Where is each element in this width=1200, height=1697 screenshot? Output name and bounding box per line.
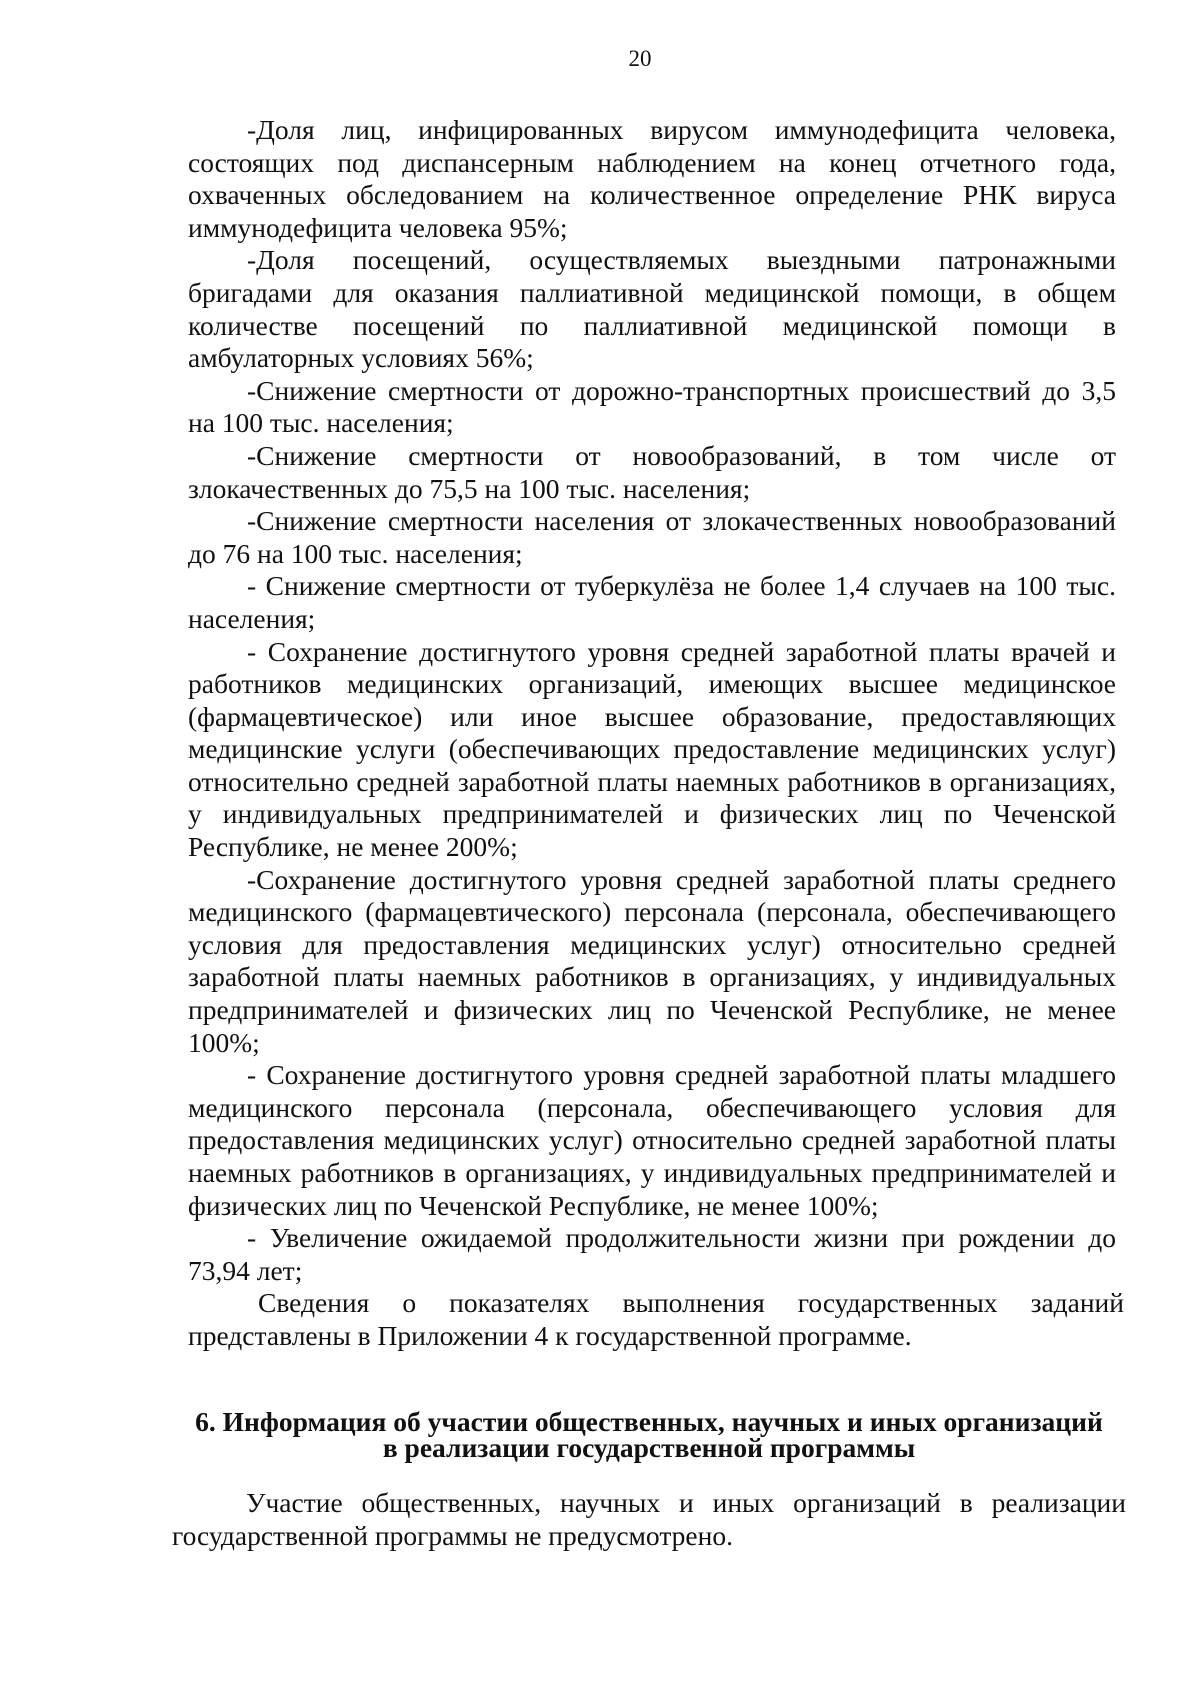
closing-note: Сведения о показателях выполнения государственных заданий представлены в Приложении 4 к государственной программе. [188,1287,1124,1351]
section-heading-line-1: 6. Информация об участии общественных, научных и иных организаций [195,1406,1103,1437]
indicator-item: -Снижение смертности от дорожно-транспортных происшествий до 3,5 на 100 тыс. населения; [188,374,1116,439]
indicator-item: - Снижение смертности от туберкулёза не более 1,4 случаев на 100 тыс. населения; [188,570,1116,634]
indicator-item: - Сохранение достигнутого уровня средней заработной платы младшего медицинского персонала (персонала, обеспечивающего условия для предоставления медицинских услуг) относительно средней заработной платы наемных работников в организациях, у индивидуальных предпринимателей и физических лиц по Чеченской Республике, не менее 100%; [188,1059,1116,1221]
indicators-list [188,114,1124,1353]
indicator-item: -Доля посещений, осуществляемых выездными патронажными бригадами для оказания паллиативной медицинской помощи, в общем количестве посещений по паллиативной медицинской помощи в амбулаторных условиях 56%; [188,244,1116,374]
indicator-item: -Сохранение достигнутого уровня средней заработной платы среднего медицинского (фармацевтического) персонала (персонала, обеспечивающего условия для предоставления медицинских услуг) относительно средней заработной платы наемных работников в организациях, у индивидуальных предпринимателей и физических лиц по Чеченской Республике, не менее 100%; [188,863,1116,1058]
indicator-item: - Увеличение ожидаемой продолжительности жизни при рождении до 73,94 лет; [188,1222,1116,1286]
section-heading-line-2: в реализации государственной программы [382,1432,916,1463]
page-number: 20 [628,46,652,71]
section-text: Участие общественных, научных и иных организаций в реализации государственной программы не предусмотрено. [172,1487,1126,1551]
indicator-item: - Сохранение достигнутого уровня средней заработной платы врачей и работников медицинских организаций, имеющих высшее медицинское (фармацевтическое) или иное высшее образование, предоставляющих медицинские услуги (обеспечивающих предоставление медицинских услуг) относительно средней заработной платы наемных работников в организациях, у индивидуальных предпринимателей и физических лиц по Чеченской Республике, не менее 200%; [188,635,1116,863]
indicator-item: -Доля лиц, инфицированных вирусом иммунодефицита человека, состоящих под диспансерным наблюдением на конец отчетного года, охваченных обследованием на количественное определение РНК вируса иммунодефицита человека 95%; [188,114,1116,243]
indicator-item: -Снижение смертности населения от злокачественных новообразований до 76 на 100 тыс. населения; [188,505,1116,569]
section-heading [172,1406,1126,1463]
indicator-item: -Снижение смертности от новообразований, в том числе от злокачественных до 75,5 на 100 тыс. населения; [188,439,1116,504]
section-6 [172,1406,1126,1552]
